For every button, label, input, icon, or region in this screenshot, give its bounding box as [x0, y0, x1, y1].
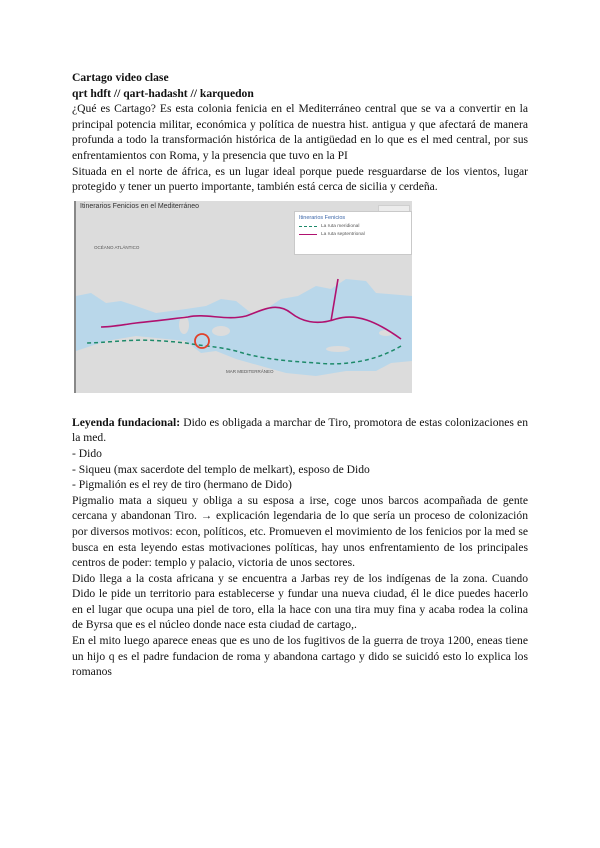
sicily-island	[212, 326, 230, 336]
legend-title: Itinerarios Fenicios	[299, 214, 346, 221]
ocean-label: OCÉANO ATLÁNTICO	[94, 244, 140, 250]
bullet-item: - Dido	[72, 446, 102, 460]
doc-subtitle: qrt hdft // qart-hadasht // karquedon	[72, 86, 254, 100]
legend-south-label: La ruta meridional	[321, 223, 360, 229]
paragraph-pigmalion: Pigmalio mata a siqueu y obliga a su esposa a irse, coge unos barcos acompañada de gente cercana y abandonan Tiro. → explicación legendaria de lo que sería un proceso de colonización por diversos motivos: econ, políticos, etc. Promueven el movimiento de los fenicios por la med se busca en esta leyendo estas motivaciones políticas, hay unos enfrentamiento de los principales centros de poder: templo y palacio, victoria de unos sectores.	[72, 493, 528, 570]
map-legend	[294, 211, 412, 255]
legend-heading: Leyenda fundacional:	[72, 415, 181, 429]
paragraph-legend	[72, 415, 528, 446]
sea-label: MAR MEDITERRÁNEO	[226, 368, 274, 374]
legend-row-north	[299, 232, 411, 237]
paragraph-location: Situada en el norte de áfrica, es un lugar ideal porque puede resguardarse de los vientos, lugar protegido y tener un puerto importante, también está cerca de sicilia y cerdeña.	[72, 164, 528, 194]
north-route-swatch	[299, 234, 317, 235]
document-page	[72, 70, 528, 680]
map-title: Itinerarios Fenicios en el Mediterráneo	[80, 202, 200, 210]
legend-north-label: La ruta septentrional	[321, 231, 365, 237]
doc-title: Cartago video clase	[72, 71, 169, 84]
map-figure	[74, 201, 412, 393]
paragraph-eneas: En el mito luego aparece eneas que es uno de los fugitivos de la guerra de troya 1200, eneas tiene un hijo q es el padre fundacion de roma y abandona cartago y dido se suicidó esto lo explica los romanos	[72, 634, 528, 679]
south-route-swatch	[299, 226, 317, 227]
legend-text: Dido es obligada a marchar de Tiro, promotora de estas colonizaciones en la med.	[72, 415, 528, 445]
paragraph-dido-africa: Dido llega a la costa africana y se encuentra a Jarbas rey de los indígenas de la zona. Cuando Dido le pide un territorio para establecerse y fundar una nueva ciudad, él le dice puedes hacerlo en el lugar que ocupa una piel de toro, ella la hace con una tira muy fina y acaba rodea la colina de Byrsa que es el núcleo donde nace esta ciudad de cartago,.	[72, 571, 528, 632]
paragraph-intro: ¿Qué es Cartago? Es esta colonia fenicia en el Mediterráneo central que se va a convertir en la principal potencia militar, económica y política de nuestra hist. antigua y que afectará de manera profunda a todo la transformación histórica de la antigüedad en lo que es el med central, por sus enfrentamientos con Roma, y la presencia que tuvo en la PI	[72, 102, 528, 162]
bullet-item: - Pigmalión es el rey de tiro (hermano de Dido)	[72, 478, 292, 492]
legend-row-south	[299, 224, 411, 229]
crete-island	[326, 346, 350, 352]
bullet-item: - Siqueu (max sacerdote del templo de melkart), esposo de Dido	[72, 462, 370, 476]
